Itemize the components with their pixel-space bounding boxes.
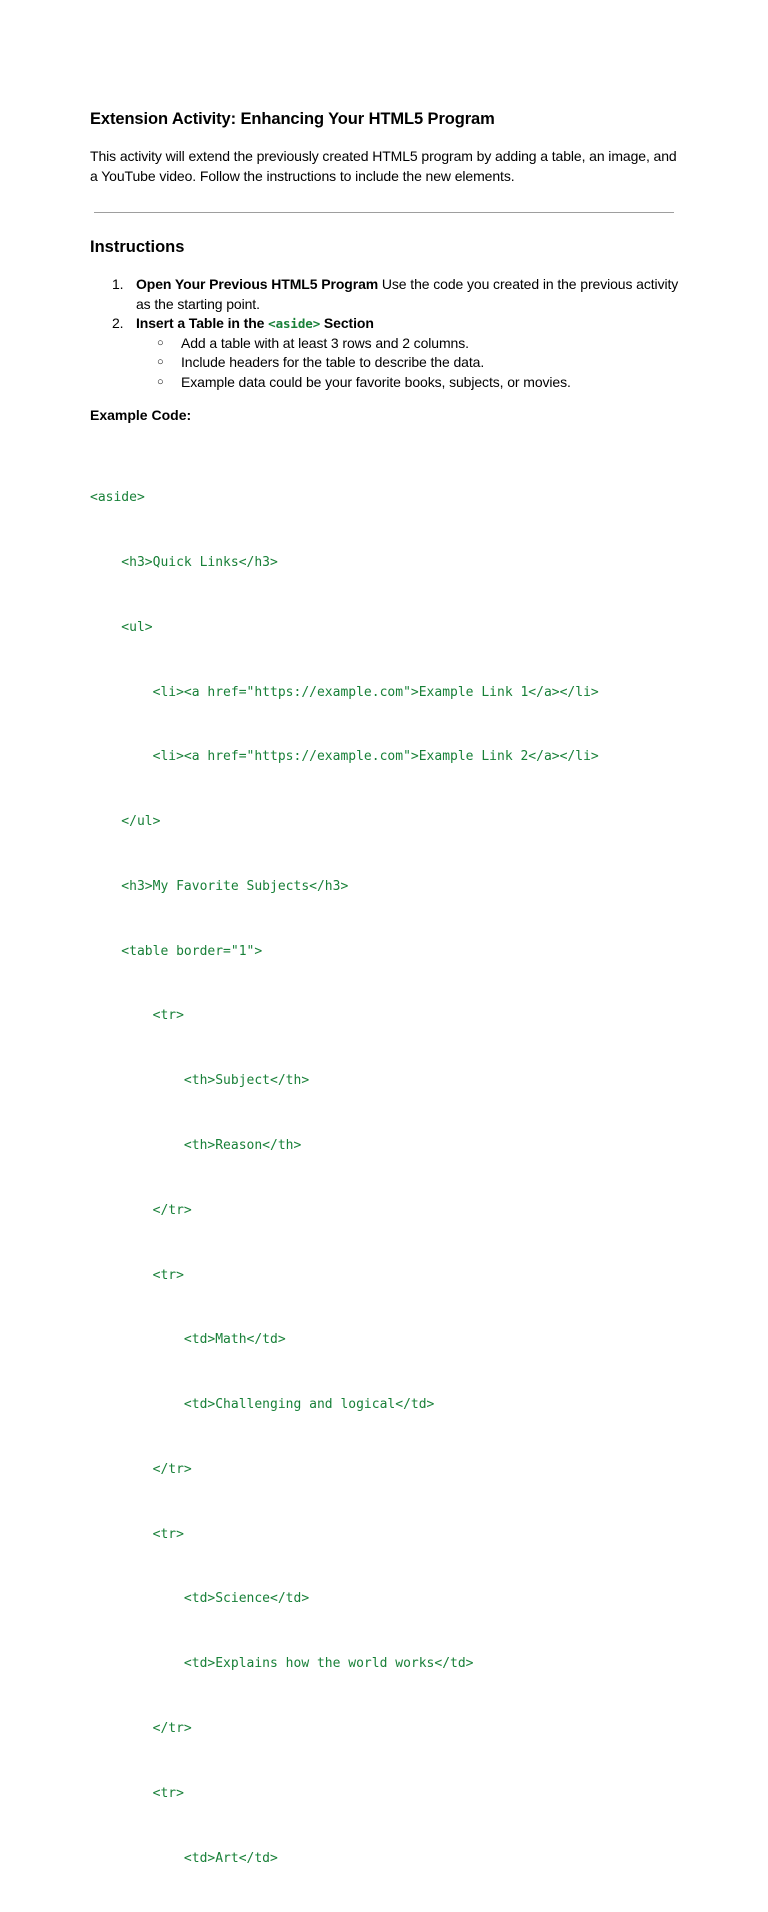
step-1 [90, 275, 690, 314]
bullet-text: Add a table with at least 3 rows and 2 columns. [181, 334, 469, 351]
document-title: Extension Activity: Enhancing Your HTML5 Program [90, 110, 495, 128]
section-divider [94, 212, 674, 213]
instructions-heading: Instructions [90, 238, 185, 256]
code-line: <td>Math</td> [90, 1332, 286, 1348]
intro-paragraph: This activity will extend the previously created HTML5 program by adding a table, an image, and a YouTube video. Follow the instructions to include the new elements. [90, 148, 677, 184]
code-line: </tr> [90, 1202, 192, 1218]
code-line: <aside> [90, 490, 145, 506]
step-2-bullet-2 [90, 353, 690, 373]
step-2-number: 2. [112, 315, 124, 331]
step-2-bullet-3 [90, 373, 690, 393]
step-2-title-before: Insert a Table in the [136, 315, 269, 331]
code-block [90, 444, 599, 1912]
step-2-bullet-1 [90, 334, 690, 354]
hollow-bullet-icon: ○ [157, 336, 164, 349]
code-line: </ul> [90, 814, 161, 830]
step-2 [90, 314, 690, 334]
code-line: <tr> [90, 1008, 184, 1024]
code-line: <li><a href="https://example.com">Example Link 2</a></li> [90, 749, 599, 765]
code-line: <li><a href="https://example.com">Example Link 1</a></li> [90, 684, 599, 700]
step-2-inline-code: <aside> [268, 316, 321, 331]
code-line: <th>Subject</th> [90, 1073, 310, 1089]
instruction-steps [90, 275, 690, 392]
example-code-label: Example Code: [90, 407, 192, 423]
code-line: <td>Challenging and logical</td> [90, 1397, 435, 1413]
hollow-bullet-icon: ○ [157, 356, 164, 368]
code-line: <table border="1"> [90, 943, 263, 959]
bullet-text: Include headers for the table to describe the data. [181, 354, 485, 370]
code-line: <td>Explains how the world works</td> [90, 1656, 474, 1672]
code-line: <tr> [90, 1267, 184, 1283]
code-line: <th>Reason</th> [90, 1138, 302, 1153]
bullet-text: Example data could be your favorite books, subjects, or movies. [181, 373, 571, 390]
code-line: </tr> [90, 1461, 192, 1477]
code-line: <td>Art</td> [90, 1850, 278, 1866]
code-line: <td>Science</td> [90, 1591, 310, 1607]
code-line: <h3>Quick Links</h3> [90, 554, 278, 570]
code-line: <h3>My Favorite Subjects</h3> [90, 878, 349, 894]
step-2-title-after: Section [320, 315, 374, 331]
step-1-title: Open Your Previous HTML5 Program [136, 276, 379, 292]
code-line: <tr> [90, 1785, 184, 1801]
code-line: </tr> [90, 1721, 192, 1737]
code-line: <tr> [90, 1526, 184, 1542]
step-1-text: Use the code you created in the previous activity as the starting point. [136, 276, 679, 312]
hollow-bullet-icon: ○ [157, 375, 164, 388]
step-1-number: 1. [112, 276, 124, 292]
code-line: <ul> [90, 619, 153, 635]
